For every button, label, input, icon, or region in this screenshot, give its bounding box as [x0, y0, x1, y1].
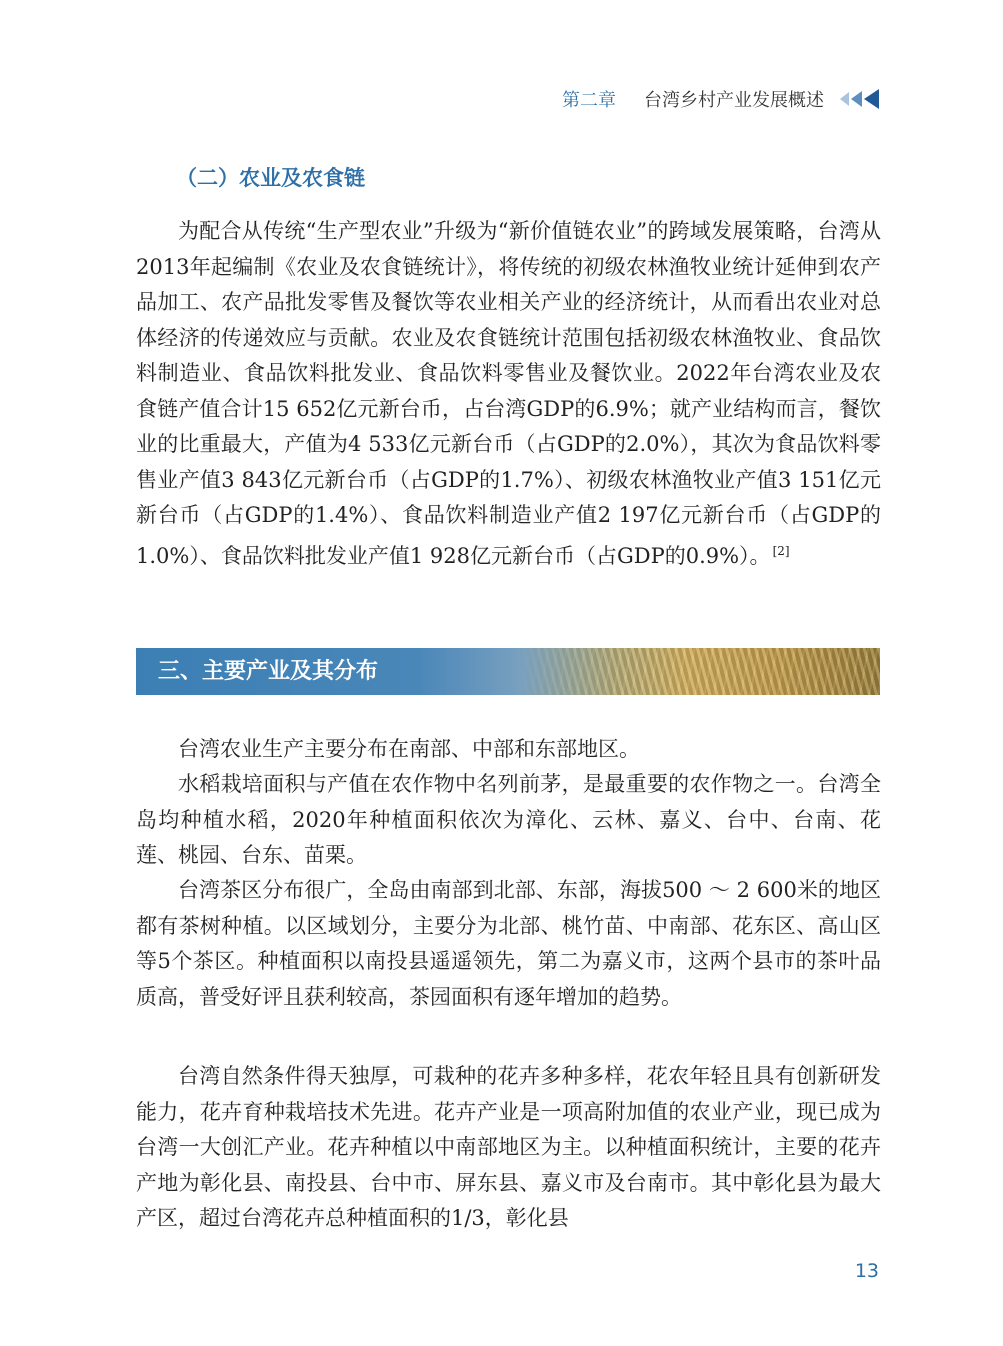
- paragraph-text: 为配合从传统“生产型农业”升级为“新价值链农业”的跨域发展策略，台湾从2013年起编制《农业及农食链统计》，将传统的初级农林渔牧业统计延伸到农产品加工、农产品批发零售及餐饮等农业相关产业的经济统计，从而看出农业对总体经济的传递效应与贡献。农业及农食链统计范围包括初级农林渔牧业、食品饮料制造业、食品饮料批发业、食品饮料零售业及餐饮业。2022年台湾农业及农食链产值合计15 652亿元新台币，占台湾GDP的6.9%；就产业结构而言，餐饮业的比重最大，产值为4 533亿元新台币（占GDP的2.0%），其次为食品饮料零售业产值3 843亿元新台币（占GDP的1.7%）、初级农林渔牧业产值3 151亿元新台币（占GDP的1.4%）、食品饮料制造业产值2 197亿元新台币（占GDP的1.0%）、食品饮料批发业产值1 928亿元新台币（占GDP的0.9%）。: [136, 219, 881, 568]
- citation-marker: [2]: [772, 543, 790, 558]
- paragraph-flowers: 台湾自然条件得天独厚，可栽种的花卉多种多样，花农年轻且具有创新研发能力，花卉育种栽培技术先进。花卉产业是一项高附加值的农业产业，现已成为台湾一大创汇产业。花卉种植以中南部地区为主。以种植面积统计，主要的花卉产地为彰化县、南投县、台中市、屏东县、嘉义市及台南市。其中彰化县为最大产区，超过台湾花卉总种植面积的1/3，彰化县: [136, 1064, 881, 1230]
- chapter-title: 台湾乡村产业发展概述: [644, 90, 824, 111]
- paragraph-rice: 水稻栽培面积与产值在农作物中名列前茅，是最重要的农作物之一。台湾全岛均种植水稻，2020年种植面积依次为漳化、云林、嘉义、台中、台南、花莲、桃园、台东、苗栗。: [136, 772, 881, 867]
- section-title: 三、主要产业及其分布: [158, 659, 379, 684]
- running-header: [562, 86, 879, 112]
- page-number: 13: [854, 1260, 879, 1282]
- wheat-field-banner-image: [520, 648, 880, 695]
- subsection-heading: （二）农业及农食链: [176, 166, 365, 190]
- paragraph-agri-food-chain: [136, 214, 881, 574]
- chapter-label: 第二章: [562, 90, 616, 111]
- paragraph-distribution: 台湾农业生产主要分布在南部、中部和东部地区。: [178, 737, 640, 761]
- section-heading-bar: [136, 648, 880, 695]
- paragraph-tea: 台湾茶区分布很广，全岛由南部到北部、东部，海拔500 ～ 2 600米的地区都有茶树种植。以区域划分，主要分为北部、桃竹苗、中南部、花东区、高山区等5个茶区。种植面积以南投县遥遥领先，第二为嘉义市，这两个县市的茶叶品质高，普受好评且获利较高，茶园面积有逐年增加的趋势。: [136, 878, 881, 1009]
- triple-left-arrow-icon: [838, 89, 879, 109]
